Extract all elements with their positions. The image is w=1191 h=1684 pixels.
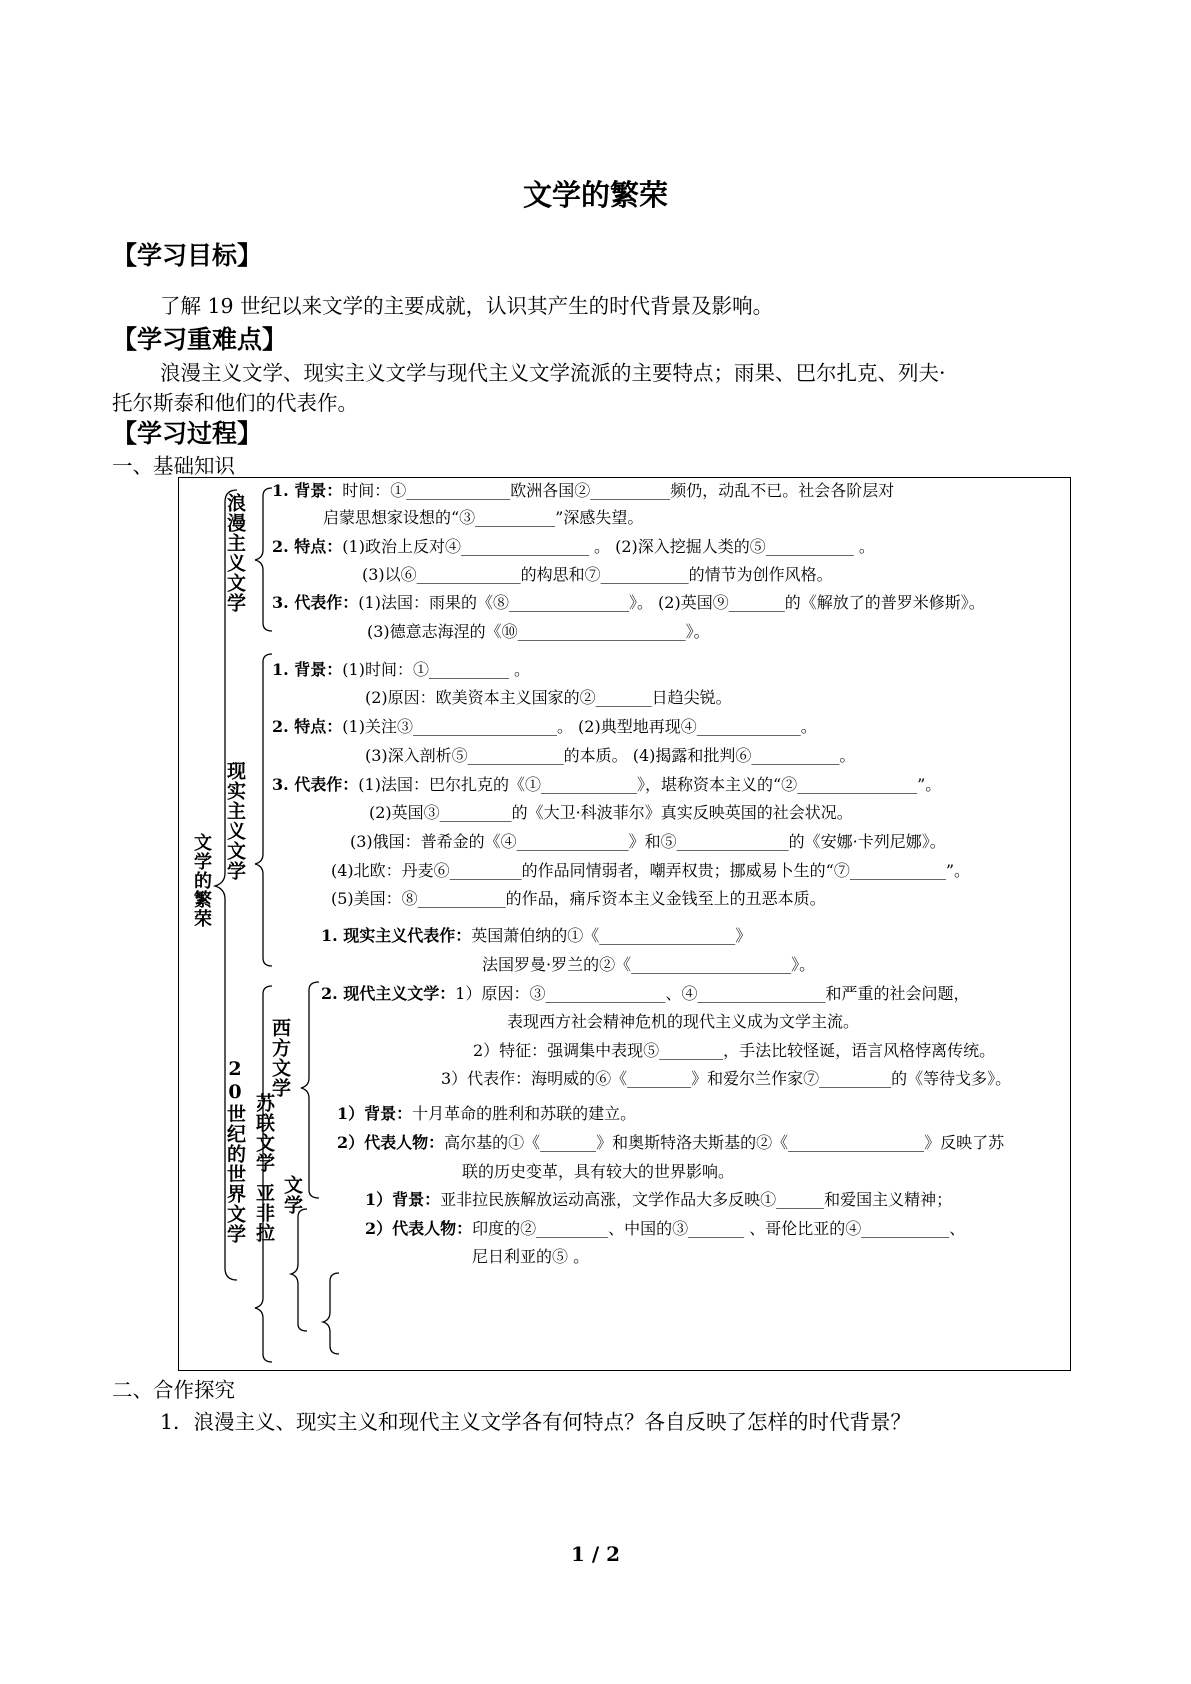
west-label: 西方文学: [269, 1018, 291, 1098]
realist-bg-text: (1)时间：①__________ 。: [342, 660, 531, 679]
afro-bg-label: 1）背景：: [365, 1190, 441, 1209]
realist-bg-label: 1. 背景：: [272, 660, 343, 679]
goal-text: 了解 19 世纪以来文学的主要成就，认识其产生的时代背景及影响。: [160, 294, 774, 318]
realist-works-text-4: (4)北欧：丹麦⑥_________的作品同情弱者，嘲弄权贵；挪威易卜生的“⑦____________”。: [331, 861, 971, 880]
key-heading: 【学习重难点】: [112, 325, 288, 354]
realist-feature-text: (1)关注③__________________。 (2)典型地再现④_____________。: [342, 717, 817, 736]
soviet-people-text: 高尔基的①《_______》和奥斯特洛夫斯基的②《_________________》反映了苏: [444, 1133, 1005, 1152]
west-modern-text-2: 表现西方社会精神危机的现代主义成为文学主流。: [507, 1012, 860, 1031]
romantic-feature-text-2: (3)以⑥_____________的构思和⑦___________的情节为创作风格。: [362, 565, 833, 584]
romantic-works-label: 3. 代表作：: [272, 593, 359, 612]
west-realist-text-2: 法国罗曼·罗兰的②《____________________》。: [482, 955, 816, 974]
romantic-feature-label: 2. 特点：: [272, 537, 343, 556]
afro-people-text: 印度的②_________、中国的③_______ 、哥伦比亚的④___________、: [472, 1219, 966, 1238]
key-text-line2: 托尔斯泰和他们的代表作。: [112, 391, 358, 415]
soviet-people-text-2: 联的历史变革，具有较大的世界影响。: [462, 1162, 735, 1181]
process-heading: 【学习过程】: [112, 419, 263, 448]
romantic-bg-text: 时间：①_____________欧洲各国②__________频仍，动乱不已。社会各阶层对: [342, 481, 895, 500]
afro-label-b: 文学: [281, 1175, 303, 1215]
romantic-bg-text-2: 启蒙思想家设想的“③__________”深感失望。: [323, 508, 644, 527]
coop-heading: 二、合作探究: [112, 1378, 235, 1402]
afro-people-text-2: 尼日利亚的⑤ 。: [472, 1247, 590, 1266]
romantic-works-text: (1)法国：雨果的《⑧_______________》。 (2)英国⑨_______的《解放了的普罗米修斯》。: [358, 593, 985, 612]
realist-feature-label: 2. 特点：: [272, 717, 343, 736]
realist-works-text-2: (2)英国③_________的《大卫·科波菲尔》真实反映英国的社会状况。: [369, 803, 853, 822]
realist-works-text: (1)法国：巴尔扎克的《①____________》，堪称资本主义的“②_______________”。: [358, 775, 942, 794]
soviet-people-label: 2）代表人物：: [337, 1133, 445, 1152]
realist-label: 现实主义文学: [224, 761, 246, 881]
west-realist-label: 1. 现实主义代表作：: [321, 926, 472, 945]
soviet-bg-label: 1）背景：: [337, 1104, 413, 1123]
west-modern-text-4: 3）代表作：海明威的⑥《________》和爱尔兰作家⑦_________的《等待戈多》。: [441, 1069, 1012, 1088]
page-number: 1 / 2: [570, 1542, 621, 1566]
coop-question-1: 1．浪漫主义、现实主义和现代主义文学各有何特点？各自反映了怎样的时代背景？: [160, 1410, 912, 1434]
key-text-line1: 浪漫主义文学、现实主义文学与现代主义文学流派的主要特点；雨果、巴尔扎克、列夫·: [160, 361, 946, 385]
afro-bg-text: 亚非拉民族解放运动高涨，文学作品大多反映①______和爱国主义精神；: [440, 1190, 953, 1209]
west-realist-text: 英国萧伯纳的①《_________________》: [471, 926, 752, 945]
basic-heading: 一、基础知识: [112, 454, 235, 478]
romantic-feature-text: (1)政治上反对④________________ 。 (2)深入挖掘人类的⑤___________ 。: [342, 537, 875, 556]
soviet-bg-text: 十月革命的胜利和苏联的建立。: [412, 1104, 637, 1123]
realist-works-text-5: (5)美国：⑧___________的作品，痛斥资本主义金钱至上的丑恶本质。: [331, 889, 826, 908]
page-title: 文学的繁荣: [522, 178, 668, 212]
realist-bg-text-2: (2)原因：欧美资本主义国家的②_______日趋尖锐。: [365, 688, 732, 707]
c20-label: 20世纪的世界文学: [224, 1058, 246, 1244]
knowledge-diagram: [178, 477, 1071, 1371]
west-modern-label: 2. 现代主义文学：: [321, 984, 456, 1003]
afro-label-a: 亚非拉: [253, 1183, 275, 1243]
root-label: 文学的繁荣: [191, 833, 212, 928]
realist-works-text-3: (3)俄国：普希金的《④______________》和⑤______________的《安娜·卡列尼娜》。: [350, 832, 946, 851]
soviet-label: 苏联文学: [253, 1093, 275, 1173]
romantic-label: 浪漫主义文学: [224, 493, 246, 613]
romantic-works-text-2: (3)德意志海涅的《⑩_____________________》。: [367, 622, 710, 641]
west-modern-text-3: 2）特征：强调集中表现⑤________，手法比较怪诞，语言风格悖离传统。: [473, 1041, 996, 1060]
west-modern-text: 1）原因：③_______________、④________________和严重的社会问题，: [455, 984, 970, 1003]
realist-works-label: 3. 代表作：: [272, 775, 359, 794]
romantic-bg-label: 1. 背景：: [272, 481, 343, 500]
goal-heading: 【学习目标】: [112, 241, 263, 270]
realist-feature-text-2: (3)深入剖析⑤____________的本质。 (4)揭露和批判⑥___________。: [365, 746, 856, 765]
afro-people-label: 2）代表人物：: [365, 1219, 473, 1238]
